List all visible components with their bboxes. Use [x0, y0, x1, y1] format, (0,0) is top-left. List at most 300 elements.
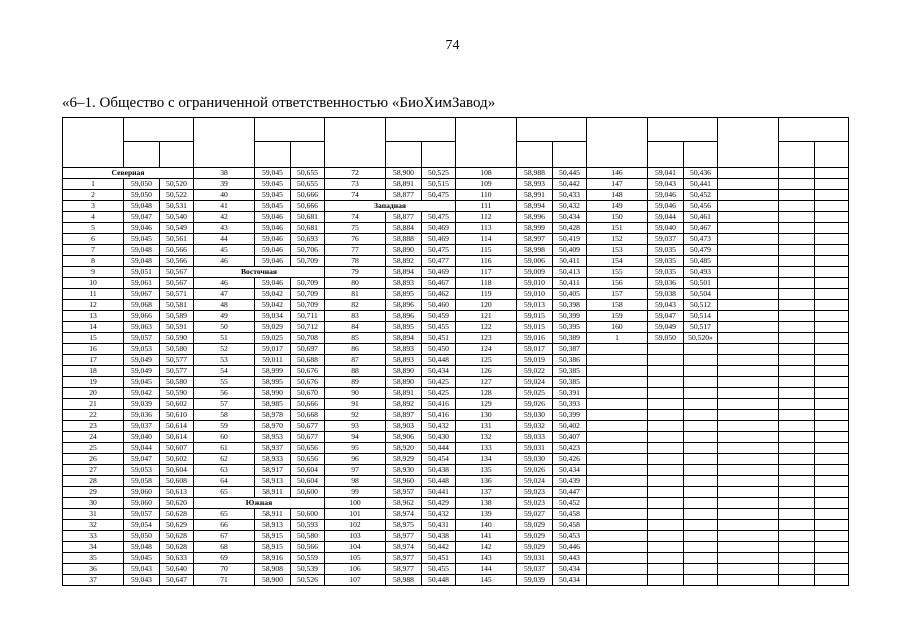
x-cell [648, 531, 684, 542]
table-row [63, 201, 849, 212]
x-cell: 59,006 [517, 256, 553, 267]
point-number-cell: 69 [194, 553, 255, 564]
x-cell: 58,877 [386, 212, 422, 223]
header-point-number [456, 118, 517, 168]
x-cell [779, 476, 815, 487]
x-cell: 59,023 [517, 487, 553, 498]
y-cell: 50,434 [422, 366, 456, 377]
point-number-cell: 97 [325, 465, 386, 476]
point-number-cell: 114 [456, 234, 517, 245]
y-cell: 50,455 [422, 322, 456, 333]
x-cell: 59,013 [517, 300, 553, 311]
x-cell: 59,046 [255, 256, 291, 267]
point-number-cell: 93 [325, 421, 386, 432]
point-number-cell: 107 [325, 575, 386, 586]
x-cell [648, 465, 684, 476]
point-number-cell: 116 [456, 256, 517, 267]
y-cell: 50,567 [160, 267, 194, 278]
point-number-cell [718, 487, 779, 498]
x-cell: 59,038 [648, 289, 684, 300]
point-number-cell: 103 [325, 531, 386, 542]
point-number-cell: 61 [194, 443, 255, 454]
x-cell: 59,049 [124, 355, 160, 366]
y-cell: 50,559 [291, 553, 325, 564]
y-cell: 50,522 [160, 190, 194, 201]
table-row [63, 344, 849, 355]
header-coordinates [255, 118, 325, 142]
y-cell [815, 234, 849, 245]
point-number-cell [587, 542, 648, 553]
x-cell: 58,994 [517, 201, 553, 212]
y-cell: 50,426 [553, 454, 587, 465]
y-cell: 50,670 [291, 388, 325, 399]
point-number-cell: 73 [325, 179, 386, 190]
x-cell [779, 432, 815, 443]
header-coordinates [386, 118, 456, 142]
x-cell: 58,915 [255, 542, 291, 553]
y-cell [815, 465, 849, 476]
y-cell [815, 322, 849, 333]
x-cell: 59,057 [124, 509, 160, 520]
point-number-cell: 15 [63, 333, 124, 344]
point-number-cell: 71 [194, 575, 255, 586]
header-coordinates [517, 118, 587, 142]
x-cell: 58,892 [386, 399, 422, 410]
y-cell [815, 300, 849, 311]
y-cell: 50,655 [291, 179, 325, 190]
y-cell: 50,614 [160, 432, 194, 443]
table-row [63, 300, 849, 311]
y-cell: 50,473 [684, 234, 718, 245]
y-cell: 50,429 [422, 498, 456, 509]
x-cell [779, 520, 815, 531]
point-number-cell [587, 377, 648, 388]
x-cell [779, 300, 815, 311]
y-cell [815, 542, 849, 553]
y-cell: 50,453 [553, 531, 587, 542]
x-cell: 59,048 [124, 245, 160, 256]
x-cell: 58,999 [517, 223, 553, 234]
header-y [291, 142, 325, 168]
y-cell: 50,549 [160, 223, 194, 234]
y-cell: 50,600 [291, 509, 325, 520]
x-cell: 59,010 [517, 278, 553, 289]
x-cell: 58,975 [386, 520, 422, 531]
x-cell: 59,031 [517, 553, 553, 564]
y-cell: 50,434 [553, 575, 587, 586]
table-row [63, 399, 849, 410]
x-cell: 59,036 [648, 278, 684, 289]
point-number-cell [718, 344, 779, 355]
y-cell: 50,581 [160, 300, 194, 311]
table-row [63, 520, 849, 531]
point-number-cell: 139 [456, 509, 517, 520]
x-cell [779, 311, 815, 322]
x-cell: 59,046 [255, 234, 291, 245]
x-cell: 58,884 [386, 223, 422, 234]
y-cell: 50,614 [160, 421, 194, 432]
y-cell [815, 201, 849, 212]
point-number-cell: 149 [587, 201, 648, 212]
table-row [63, 454, 849, 465]
table-row [63, 168, 849, 179]
point-number-cell: 141 [456, 531, 517, 542]
x-cell [779, 509, 815, 520]
point-number-cell: 28 [63, 476, 124, 487]
point-number-cell: 75 [325, 223, 386, 234]
table-row [63, 498, 849, 509]
point-number-cell: 29 [63, 487, 124, 498]
x-cell: 58,974 [386, 542, 422, 553]
x-cell: 58,920 [386, 443, 422, 454]
point-number-cell [718, 520, 779, 531]
x-cell [648, 421, 684, 432]
point-number-cell [718, 179, 779, 190]
x-cell: 59,034 [255, 311, 291, 322]
x-cell: 58,913 [255, 520, 291, 531]
x-cell: 59,015 [517, 322, 553, 333]
point-number-cell: 119 [456, 289, 517, 300]
point-number-cell: 74 [325, 212, 386, 223]
y-cell: 50,517 [684, 322, 718, 333]
y-cell: 50,444 [422, 443, 456, 454]
y-cell: 50,561 [160, 234, 194, 245]
point-number-cell: 20 [63, 388, 124, 399]
x-cell: 59,042 [124, 388, 160, 399]
point-number-cell: 100 [325, 498, 386, 509]
point-number-cell: 151 [587, 223, 648, 234]
y-cell: 50,709 [291, 289, 325, 300]
point-number-cell [587, 454, 648, 465]
point-number-cell [718, 432, 779, 443]
x-cell [779, 531, 815, 542]
point-number-cell [587, 421, 648, 432]
point-number-cell: 52 [194, 344, 255, 355]
point-number-cell [718, 399, 779, 410]
y-cell: 50,398 [553, 300, 587, 311]
y-cell: 50,411 [553, 256, 587, 267]
table-row [63, 223, 849, 234]
x-cell: 59,032 [517, 421, 553, 432]
y-cell: 50,462 [422, 289, 456, 300]
x-cell: 59,037 [648, 234, 684, 245]
point-number-cell: 106 [325, 564, 386, 575]
x-cell: 59,037 [124, 421, 160, 432]
point-number-cell: 152 [587, 234, 648, 245]
point-number-cell [718, 223, 779, 234]
y-cell: 50,628 [160, 531, 194, 542]
point-number-cell [718, 366, 779, 377]
y-cell: 50,697 [291, 344, 325, 355]
table-row [63, 465, 849, 476]
point-number-cell: 55 [194, 377, 255, 388]
y-cell: 50,613 [160, 487, 194, 498]
y-cell [684, 531, 718, 542]
x-cell: 59,010 [517, 289, 553, 300]
x-cell: 59,045 [124, 234, 160, 245]
point-number-cell: 34 [63, 542, 124, 553]
point-number-cell: 82 [325, 300, 386, 311]
y-cell: 50,590 [160, 333, 194, 344]
y-cell: 50,485 [684, 256, 718, 267]
point-number-cell: 133 [456, 443, 517, 454]
point-number-cell: 2 [63, 190, 124, 201]
point-number-cell: 104 [325, 542, 386, 553]
y-cell: 50,446 [553, 542, 587, 553]
y-cell: 50,402 [553, 421, 587, 432]
y-cell [815, 487, 849, 498]
point-number-cell: 90 [325, 388, 386, 399]
point-number-cell: 6 [63, 234, 124, 245]
point-number-cell [718, 575, 779, 586]
point-number-cell: 111 [456, 201, 517, 212]
x-cell: 58,998 [517, 245, 553, 256]
point-number-cell: 108 [456, 168, 517, 179]
y-cell: 50,577 [160, 366, 194, 377]
x-cell: 59,048 [124, 256, 160, 267]
point-number-cell: 30 [63, 498, 124, 509]
point-number-cell: 147 [587, 179, 648, 190]
point-number-cell [718, 388, 779, 399]
x-cell: 59,040 [648, 223, 684, 234]
point-number-cell [718, 256, 779, 267]
y-cell: 50,438 [422, 465, 456, 476]
point-number-cell: 98 [325, 476, 386, 487]
x-cell: 58,993 [517, 179, 553, 190]
y-cell: 50,405 [553, 289, 587, 300]
x-cell [648, 377, 684, 388]
x-cell: 59,029 [517, 520, 553, 531]
y-cell: 50,688 [291, 355, 325, 366]
y-cell: 50,677 [291, 432, 325, 443]
table-row [63, 377, 849, 388]
y-cell: 50,589 [160, 311, 194, 322]
x-cell [779, 267, 815, 278]
x-cell [648, 410, 684, 421]
y-cell: 50,539 [291, 564, 325, 575]
header-x [779, 142, 815, 168]
point-number-cell [587, 388, 648, 399]
x-cell: 59,015 [517, 311, 553, 322]
x-cell: 58,893 [386, 278, 422, 289]
point-number-cell: 58 [194, 410, 255, 421]
x-cell: 59,046 [255, 278, 291, 289]
y-cell: 50,432 [422, 421, 456, 432]
y-cell: 50,416 [422, 410, 456, 421]
y-cell [684, 498, 718, 509]
y-cell: 50,385 [553, 377, 587, 388]
y-cell: 50,656 [291, 454, 325, 465]
y-cell [684, 564, 718, 575]
y-cell: 50,434 [553, 564, 587, 575]
y-cell: 50,475 [422, 212, 456, 223]
y-cell: 50,628 [160, 509, 194, 520]
point-number-cell: 64 [194, 476, 255, 487]
point-number-cell: 150 [587, 212, 648, 223]
x-cell [779, 212, 815, 223]
point-number-cell: 14 [63, 322, 124, 333]
x-cell: 59,043 [648, 300, 684, 311]
y-cell: 50,566 [160, 245, 194, 256]
point-number-cell: 51 [194, 333, 255, 344]
y-cell [815, 278, 849, 289]
y-cell [815, 223, 849, 234]
point-number-cell [587, 410, 648, 421]
point-number-cell: 99 [325, 487, 386, 498]
x-cell: 59,033 [517, 432, 553, 443]
point-number-cell: 158 [587, 300, 648, 311]
point-number-cell: 53 [194, 355, 255, 366]
y-cell: 50,445 [553, 168, 587, 179]
y-cell: 50,580 [160, 377, 194, 388]
y-cell: 50,567 [160, 278, 194, 289]
x-cell: 58,877 [386, 190, 422, 201]
header-coordinates [124, 118, 194, 142]
x-cell: 59,048 [124, 201, 160, 212]
point-number-cell: 88 [325, 366, 386, 377]
x-cell: 59,058 [124, 476, 160, 487]
y-cell [684, 388, 718, 399]
x-cell: 58,894 [386, 333, 422, 344]
x-cell: 58,913 [255, 476, 291, 487]
point-number-cell: 13 [63, 311, 124, 322]
x-cell: 59,042 [255, 289, 291, 300]
x-cell [779, 256, 815, 267]
x-cell: 59,046 [255, 223, 291, 234]
point-number-cell [718, 278, 779, 289]
header-y [422, 142, 456, 168]
section-heading: Северная [63, 168, 194, 179]
point-number-cell: 49 [194, 311, 255, 322]
point-number-cell: 157 [587, 289, 648, 300]
y-cell: 50,493 [684, 267, 718, 278]
x-cell: 59,046 [255, 212, 291, 223]
x-cell [648, 366, 684, 377]
point-number-cell [587, 344, 648, 355]
point-number-cell: 122 [456, 322, 517, 333]
y-cell: 50,677 [291, 421, 325, 432]
x-cell [779, 399, 815, 410]
header-point-number [194, 118, 255, 168]
point-number-cell [587, 487, 648, 498]
point-number-cell: 148 [587, 190, 648, 201]
point-number-cell: 118 [456, 278, 517, 289]
x-cell: 59,029 [255, 322, 291, 333]
document-title: «6–1. Общество с ограниченной ответственностью «БиоХимЗавод» [62, 95, 496, 111]
y-cell: 50,452 [553, 498, 587, 509]
y-cell: 50,628 [160, 542, 194, 553]
y-cell: 50,432 [422, 509, 456, 520]
y-cell: 50,425 [422, 388, 456, 399]
y-cell: 50,455 [422, 564, 456, 575]
point-number-cell [718, 355, 779, 366]
x-cell: 59,043 [648, 179, 684, 190]
point-number-cell [718, 333, 779, 344]
x-cell [779, 410, 815, 421]
x-cell: 58,890 [386, 366, 422, 377]
y-cell: 50,604 [291, 465, 325, 476]
x-cell [648, 443, 684, 454]
table-row [63, 278, 849, 289]
x-cell: 58,903 [386, 421, 422, 432]
y-cell: 50,709 [291, 256, 325, 267]
point-number-cell [587, 564, 648, 575]
y-cell [815, 575, 849, 586]
point-number-cell: 113 [456, 223, 517, 234]
y-cell: 50,419 [553, 234, 587, 245]
table-row [63, 234, 849, 245]
point-number-cell [718, 311, 779, 322]
y-cell: 50,709 [291, 300, 325, 311]
point-number-cell [718, 201, 779, 212]
x-cell [779, 234, 815, 245]
point-number-cell: 24 [63, 432, 124, 443]
y-cell: 50,591 [160, 322, 194, 333]
y-cell: 50,640 [160, 564, 194, 575]
point-number-cell: 145 [456, 575, 517, 586]
y-cell [815, 344, 849, 355]
x-cell: 58,895 [386, 322, 422, 333]
point-number-cell: 85 [325, 333, 386, 344]
y-cell [684, 553, 718, 564]
x-cell: 58,977 [386, 531, 422, 542]
y-cell: 50,409 [553, 245, 587, 256]
y-cell [815, 388, 849, 399]
y-cell: 50,479 [684, 245, 718, 256]
y-cell: 50,423 [553, 443, 587, 454]
point-number-cell [718, 410, 779, 421]
y-cell: 50,540 [160, 212, 194, 223]
x-cell: 59,040 [124, 432, 160, 443]
y-cell [684, 520, 718, 531]
table-row [63, 575, 849, 586]
x-cell: 58,888 [386, 234, 422, 245]
x-cell: 59,049 [648, 322, 684, 333]
point-number-cell: 77 [325, 245, 386, 256]
y-cell: 50,393 [553, 399, 587, 410]
point-number-cell [718, 542, 779, 553]
x-cell: 59,061 [124, 278, 160, 289]
y-cell: 50,430 [422, 432, 456, 443]
x-cell: 58,929 [386, 454, 422, 465]
y-cell: 50,447 [553, 487, 587, 498]
x-cell: 59,046 [648, 190, 684, 201]
x-cell: 59,050 [124, 190, 160, 201]
y-cell: 50,656 [291, 443, 325, 454]
point-number-cell [587, 443, 648, 454]
x-cell [779, 465, 815, 476]
y-cell [815, 520, 849, 531]
y-cell [684, 410, 718, 421]
x-cell: 58,916 [255, 553, 291, 564]
x-cell: 59,053 [124, 344, 160, 355]
x-cell: 58,990 [255, 388, 291, 399]
y-cell: 50,436 [684, 168, 718, 179]
y-cell: 50,712 [291, 322, 325, 333]
point-number-cell: 41 [194, 201, 255, 212]
point-number-cell [718, 421, 779, 432]
header-x [386, 142, 422, 168]
header-point-number [718, 118, 779, 168]
x-cell [648, 454, 684, 465]
x-cell: 58,893 [386, 355, 422, 366]
point-number-cell: 109 [456, 179, 517, 190]
x-cell: 58,974 [386, 509, 422, 520]
point-number-cell: 112 [456, 212, 517, 223]
y-cell: 50,413 [553, 267, 587, 278]
x-cell: 59,051 [124, 267, 160, 278]
y-cell [684, 399, 718, 410]
